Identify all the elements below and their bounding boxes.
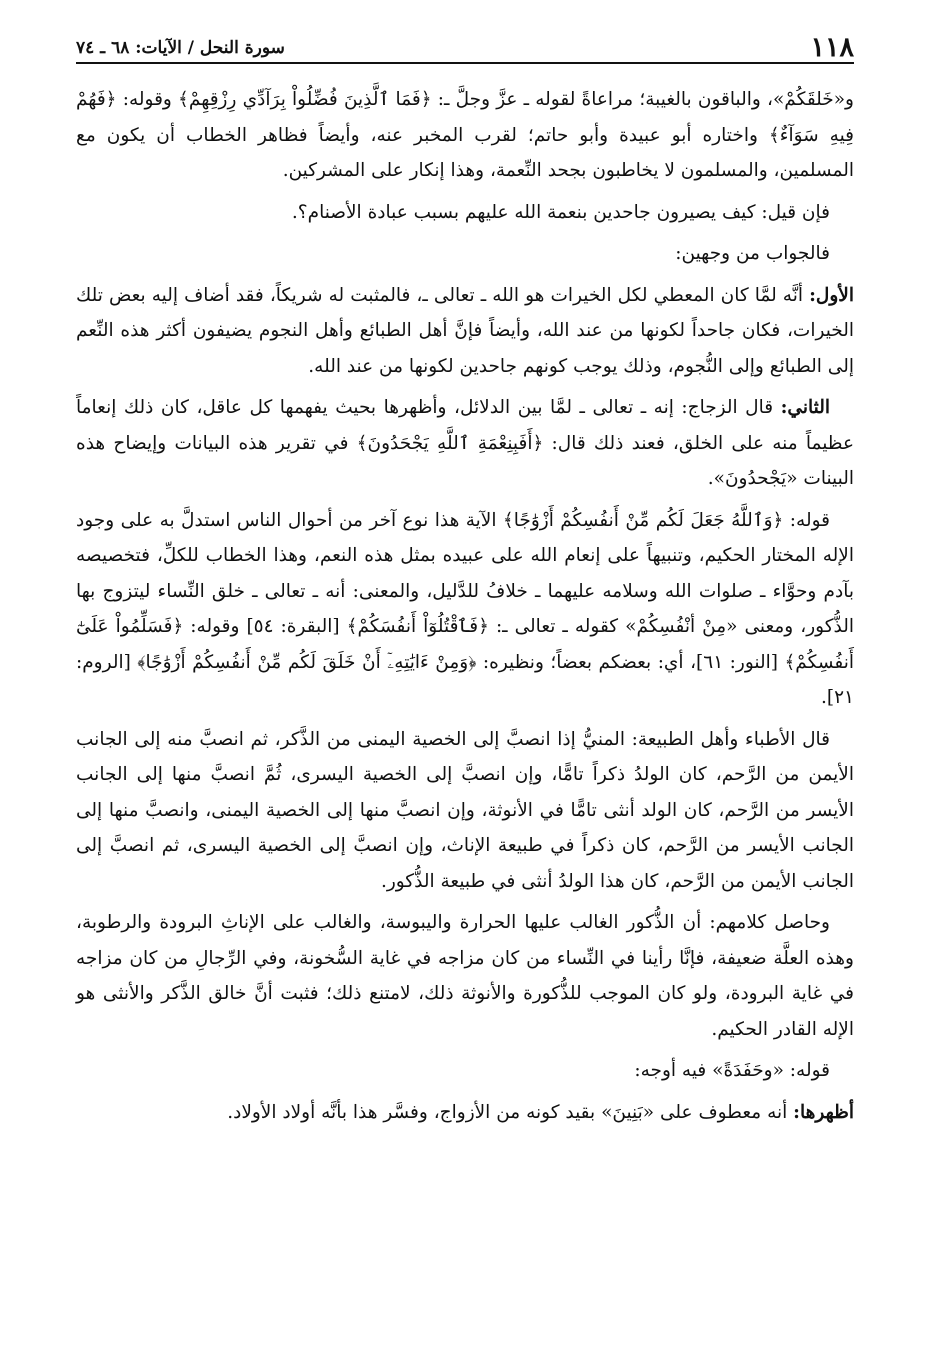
paragraph-8 [76,905,854,1047]
page-header [76,32,854,68]
paragraph-text: فالجواب من وجهين: [675,243,830,264]
paragraph-10 [76,1095,854,1131]
paragraph-text: قال الزجاج: إنه ـ تعالى ـ لمَّا بين الدلائل، وأظهرها بحيث يفهمها كل عاقل، كان ذلك إنعاماً عظيماً منه على الخلق، فعند ذلك قال: ﴿أَفَبِنِعْمَةِ ٱللَّهِ يَجْحَدُونَ﴾ في تقرير هذه البيانات وإيضاح هذه البينات «يَجْحدُونَ». [76,397,854,489]
page-body [76,82,854,1130]
paragraph-9 [76,1053,854,1089]
paragraph-text: قال الأطباء وأهل الطبيعة: المنيُّ إذا انصبَّ إلى الخصية اليمنى من الذَّكر، ثم انصبَّ منه إلى الجانب الأيمن من الرَّحم، كان الولدُ ذكراً تامًّا، وإن انصبَّ إلى الخصية اليسرى، ثُمَّ انصبَّ منها إلى الجانب الأيسر من الرَّحم، كان الولد أنثى تامًّا في الأنوثة، وإن انصبَّ منها إلى الخصية اليمنى، وانصبَّ منها إلى الجانب الأيسر من الرَّحم، كان ذكراً في طبيعة الإناث، وإن انصبَّ إلى الخصية اليسرى، ثم انصبَّ إلى الجانب الأيمن من الرَّحم، كان هذا الولدُ أنثى في طبيعة الذُّكور. [76,728,854,892]
header-rule [76,62,854,64]
paragraph-3 [76,236,854,272]
page-number: ١١٨ [810,32,854,63]
paragraph-lead: الأول: [809,284,854,306]
paragraph-lead: الثاني: [780,397,830,418]
paragraph-2 [76,195,854,231]
paragraph-4 [76,278,854,385]
paragraph-5 [76,390,854,497]
paragraph-6 [76,503,854,716]
paragraph-7 [76,722,854,900]
paragraph-text: وحاصل كلامهم: أن الذُّكور الغالب عليها الحرارة واليبوسة، والغالب على الإناثِ البرودة والرطوبة، وهذه العلَّة ضعيفة، فإنَّا رأينا في النِّساء من كان مزاجه في غاية السُّخونة، وفي الرِّجالِ من كان مزاجه في غاية البرودة، ولو كان الموجب للذُّكورة والأنوثة ذلك، لامتنع ذلك؛ فثبت أنَّ خالق الذَّكر والأنثى هو الإله القادر الحكيم. [76,912,854,1040]
paragraph-lead: أظهرها: [793,1101,854,1123]
running-title: سورة النحل / الآيات: ٦٨ ـ ٧٤ [76,38,285,58]
paragraph-text: قوله: «وحَفَدَةً» فيه أوجه: [634,1060,830,1081]
paragraph-text: فإن قيل: كيف يصيرون جاحدين بنعمة الله عليهم بسبب عبادة الأصنام؟. [291,201,830,223]
paragraph-1 [76,82,854,189]
paragraph-text: قوله: ﴿وَٱللَّهُ جَعَلَ لَكُم مِّنْ أَنفُسِكُمْ أَزْوَٰجًا﴾ الآية هذا نوع آخر من أحوال الناس استدلَّ به على وجود الإله المختار الحكيم، وتنبيهاً على إنعام الله على عبيده بمثل هذه النعم، وهذا الخطاب للكلِّ، فتخصيصه بآدم وحوَّاء ـ صلوات الله وسلامه عليهما ـ خلافُ للدَّليل، والمعنى: أنه ـ تعالى ـ خلق النِّساء ليتزوج بها الذُّكور، ومعنى «مِنْ أنْفُسِكُمْ» كقوله ـ تعالى ـ: ﴿فَٱقْتُلُوٓاْ أَنفُسَكُمْ﴾ [البقرة: ٥٤] وقوله: ﴿فَسَلِّمُواْ عَلَىٰٓ أَنفُسِكُمْ﴾ [النور: ٦١]، أي: بعضكم بعضاً؛ ونظيره: ﴿وَمِنْ ءَايَٰتِهِۦٓ أَنْ خَلَقَ لَكُم مِّنْ أَنفُسِكُمْ أَزْوَٰجًا﴾ [الروم: ٢١]. [76,509,854,708]
paragraph-text: و«خَلقَكُمْ»، والباقون بالغيبة؛ مراعاةً لقوله ـ عزَّ وجلَّ ـ: ﴿فَمَا ٱلَّذِينَ فُضِّلُواْ بِرَآدِّي رِزْقِهِمْ﴾ وقوله: ﴿فَهُمْ فِيهِ سَوَآءٌ﴾ واختاره أبو عبيدة وأبو حاتم؛ لقرب المخبر عنه، وأيضاً فظاهر الخطاب أن يكون مع المسلمين، والمسلمون لا يخاطبون بجحد النِّعمة، وهذا إنكار على المشركين. [76,89,854,181]
paragraph-text: أنه معطوف على «بَنِينَ» بقيد كونه من الأزواج، وفسَّر هذا بأنَّه أولاد الأولاد. [227,1101,794,1123]
paragraph-text: أنَّه لمَّا كان المعطي لكل الخيرات هو الله ـ تعالى ـ، فالمثبت له شريكاً، فقد أضاف إليه بعض تلك الخيرات، فكان جاحداً لكونها من عند الله، وأيضاً فإنَّ أهل الطبائع وأهل النجوم يضيفون أكثر هذه النِّعم إلى الطبائع وإلى النُّجوم، وذلك يوجب كونهم جاحدين لكونها من عند الله. [76,284,854,377]
